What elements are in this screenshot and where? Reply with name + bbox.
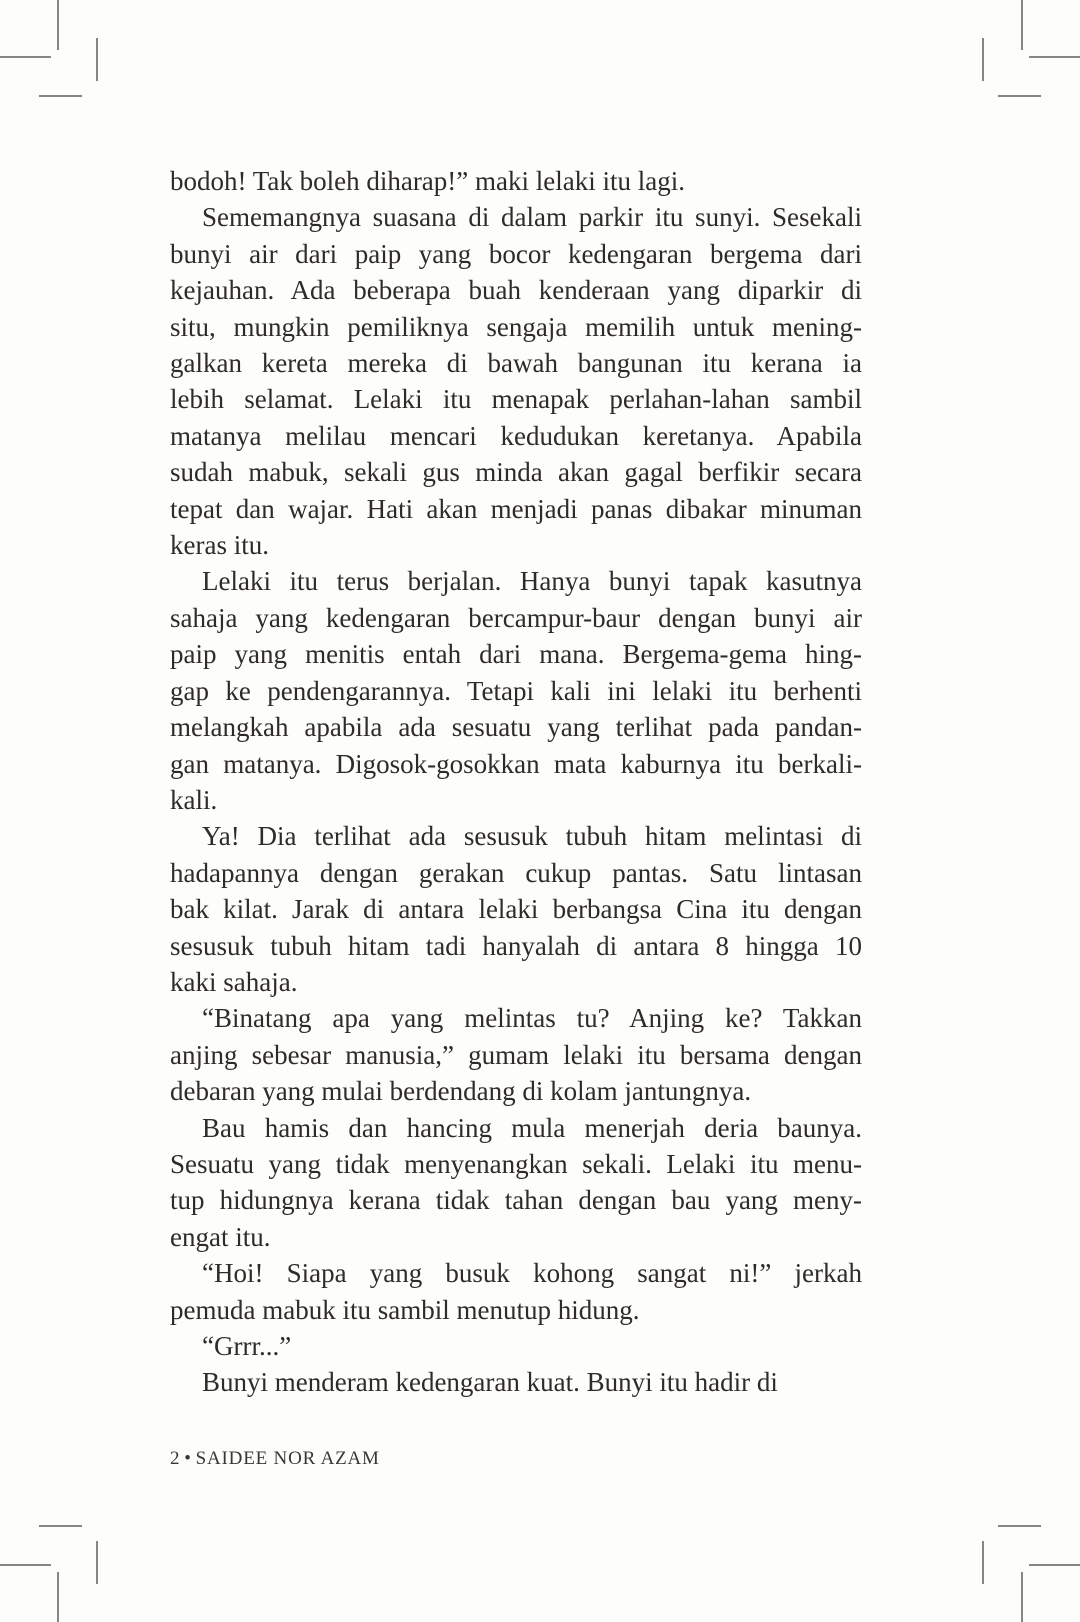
text-line: gan matanya. Digosok-gosokkan mata kaburnya itu berkali-: [170, 748, 862, 779]
text-line: galkan kereta mereka di bawah bangunan itu kerana ia: [170, 348, 862, 379]
page-body-text: [170, 163, 862, 1401]
crop-mark: [982, 38, 984, 81]
text-line: bak kilat. Jarak di antara lelaki berbangsa Cina itu dengan: [170, 894, 862, 925]
text-line: melangkah apabila ada sesuatu yang terlihat pada pandan-: [170, 712, 862, 743]
text-line: lebih selamat. Lelaki itu menapak perlahan-lahan sambil: [170, 384, 862, 415]
running-title-author: SAIDEE NOR AZAM: [195, 1448, 380, 1469]
text-line: hadapannya dengan gerakan cukup pantas. Satu lintasan: [170, 857, 862, 888]
text-line: engat itu.: [170, 1221, 271, 1252]
text-line: bunyi air dari paip yang bocor kedengaran bergema dari: [170, 238, 862, 269]
page-footer: [170, 1447, 380, 1471]
text-line: sudah mabuk, sekali gus minda akan gagal berfikir secara: [170, 457, 862, 488]
text-line: debaran yang mulai berdendang di kolam jantungnya.: [170, 1076, 752, 1107]
page-number: 2: [170, 1448, 180, 1469]
crop-mark: [39, 1525, 82, 1527]
text-line: “Hoi! Siapa yang busuk kohong sangat ni!” jerkah: [202, 1258, 862, 1289]
crop-mark: [1029, 56, 1080, 58]
crop-mark: [0, 1564, 51, 1566]
crop-mark: [0, 56, 51, 58]
crop-mark: [96, 38, 98, 81]
crop-mark: [998, 95, 1041, 97]
crop-mark: [57, 1572, 59, 1622]
crop-mark: [39, 95, 82, 97]
text-line: kali.: [170, 784, 218, 815]
text-line: “Binatang apa yang melintas tu? Anjing ke? Takkan: [202, 1003, 862, 1034]
text-line: matanya melilau mencari kedudukan keretanya. Apabila: [170, 420, 862, 451]
text-line: tup hidungnya kerana tidak tahan dengan bau yang meny-: [170, 1185, 862, 1216]
text-line: Sesuatu yang tidak menyenangkan sekali. Lelaki itu menu-: [170, 1148, 862, 1179]
text-line: Ya! Dia terlihat ada sesusuk tubuh hitam melintasi di: [202, 821, 862, 852]
crop-mark: [96, 1541, 98, 1584]
text-line: kaki sahaja.: [170, 966, 298, 997]
text-line: “Grrr...”: [202, 1331, 292, 1361]
text-line: Bunyi menderam kedengaran kuat. Bunyi itu hadir di: [202, 1367, 778, 1398]
text-line: Lelaki itu terus berjalan. Hanya bunyi tapak kasutnya: [202, 566, 862, 597]
text-line: situ, mungkin pemiliknya sengaja memilih untuk mening-: [170, 311, 862, 342]
crop-mark: [982, 1541, 984, 1584]
crop-mark: [57, 0, 59, 50]
text-line: paip yang menitis entah dari mana. Bergema-gema hing-: [170, 639, 862, 670]
text-line: anjing sebesar manusia,” gumam lelaki itu bersama dengan: [170, 1039, 862, 1070]
text-line: keras itu.: [170, 530, 269, 561]
text-line: kejauhan. Ada beberapa buah kenderaan yang diparkir di: [170, 275, 862, 306]
crop-mark: [1029, 1564, 1080, 1566]
crop-mark: [1021, 0, 1023, 50]
text-line: Sememangnya suasana di dalam parkir itu sunyi. Sesekali: [202, 202, 862, 233]
text-line: sahaja yang kedengaran bercampur-baur dengan bunyi air: [170, 602, 862, 633]
text-line: tepat dan wajar. Hati akan menjadi panas dibakar minuman: [170, 493, 862, 524]
text-line: pemuda mabuk itu sambil menutup hidung.: [170, 1294, 640, 1325]
text-line: bodoh! Tak boleh diharap!” maki lelaki itu lagi.: [170, 166, 685, 196]
text-line: sesusuk tubuh hitam tadi hanyalah di antara 8 hingga 10: [170, 930, 862, 961]
crop-mark: [1021, 1572, 1023, 1622]
footer-bullet: •: [184, 1448, 191, 1469]
text-line: gap ke pendengarannya. Tetapi kali ini lelaki itu berhenti: [170, 675, 862, 706]
crop-mark: [998, 1525, 1041, 1527]
text-line: Bau hamis dan hancing mula menerjah deria baunya.: [202, 1112, 862, 1143]
